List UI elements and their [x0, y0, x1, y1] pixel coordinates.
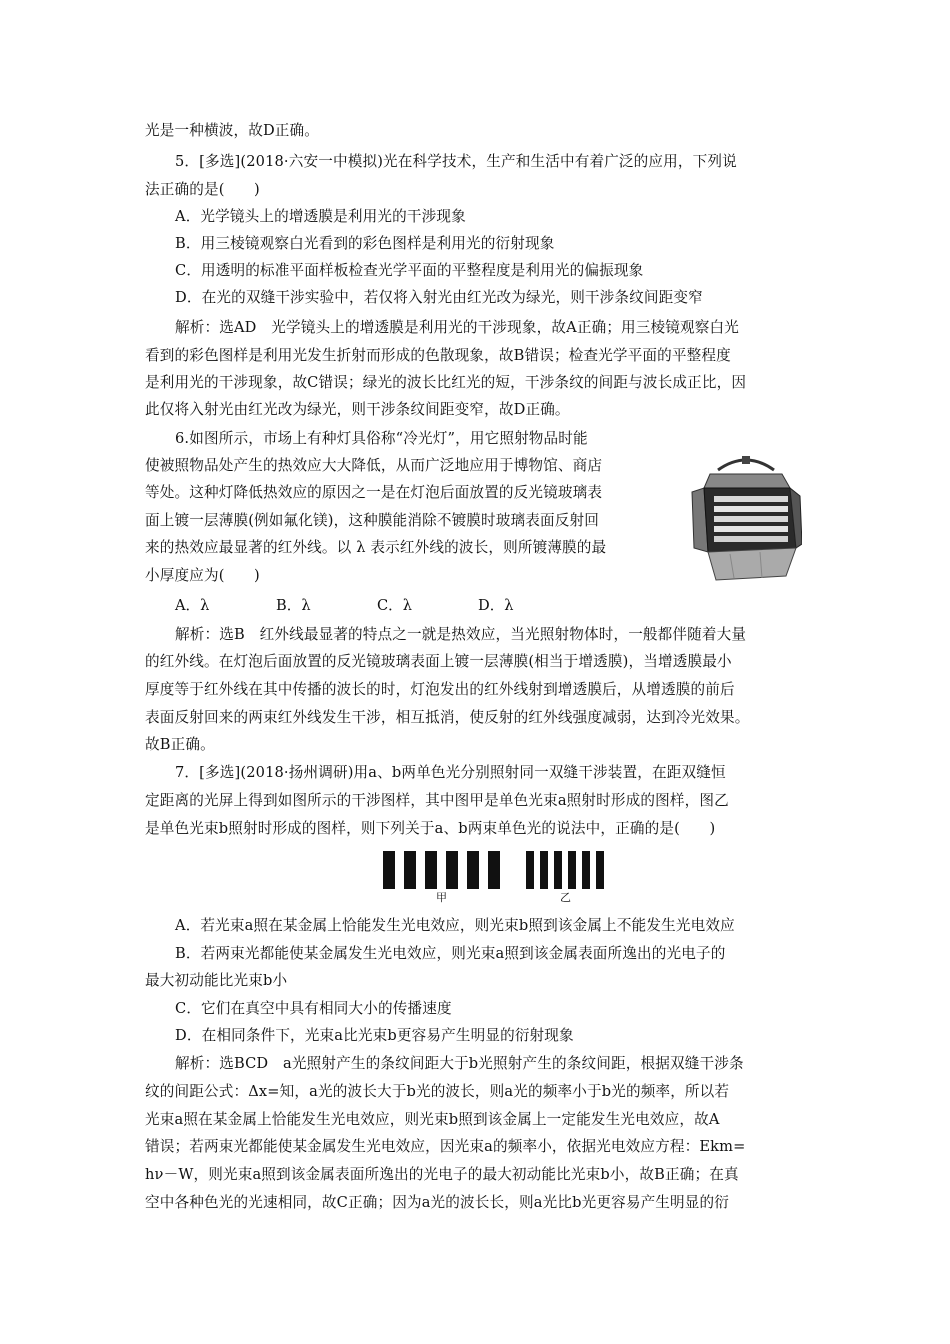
option-c: C．它们在真空中具有相同大小的传播速度	[175, 1000, 452, 1017]
fringe-pattern-svg	[380, 848, 610, 892]
fringe-jia	[467, 851, 479, 889]
text-line: 最大初动能比光束b小	[145, 972, 288, 989]
question-5-stem: 5．[多选](2018·六安一中模拟)光在科学技术，生产和生活中有着广泛的应用，下列说	[175, 153, 737, 170]
interference-pattern-figure	[380, 848, 610, 908]
question-7-stem: 7．[多选](2018·扬州调研)用a、b两单色光分别照射同一双缝干涉装置，在距双缝恒	[175, 764, 726, 781]
text-line: 厚度等于红外线在其中传播的波长的时，灯泡发出的红外线射到增透膜后，从增透膜的前后	[145, 681, 735, 698]
text-line: 是单色光束b照射时形成的图样，则下列关于a、b两束单色光的说法中，正确的是( )	[145, 820, 716, 837]
option-a: A．若光束a照在某金属上恰能发生光电效应，则光束b照到该金属上不能发生光电效应	[175, 917, 735, 934]
text-line: 是利用光的干涉现象，故C错误；绿光的波长比红光的短，干涉条纹的间距与波长成正比，因	[145, 374, 747, 391]
fringe-yi	[526, 851, 534, 889]
text-line: 表面反射回来的两束红外线发生干涉，相互抵消，使反射的红外线强度减弱，达到冷光效果。	[145, 709, 750, 726]
fringe-jia	[488, 851, 500, 889]
text-line: 纹的间距公式：Δx=知，a光的波长大于b光的波长，则a光的频率小于b光的频率，所以若	[145, 1083, 730, 1100]
option-b: B．若两束光都能使某金属发生光电效应，则光束a照到该金属表面所逸出的光电子的	[175, 945, 726, 962]
text-line: 定距离的光屏上得到如图所示的干涉图样，其中图甲是单色光束a照射时形成的图样，图乙	[145, 792, 729, 809]
figure-label-yi: 乙	[560, 891, 571, 904]
fringe-yi	[596, 851, 604, 889]
option-d: D．λ	[478, 597, 514, 614]
text-line: 等处。这种灯降低热效应的原因之一是在灯泡后面放置的反光镜玻璃表	[145, 484, 603, 501]
fringe-yi	[568, 851, 576, 889]
option-b: B．用三棱镜观察白光看到的彩色图样是利用光的衍射现象	[175, 235, 555, 252]
fringe-jia	[446, 851, 458, 889]
text-line: 来的热效应最显著的红外线。以 λ 表示红外线的波长，则所镀薄膜的最	[145, 539, 607, 556]
fringe-jia	[404, 851, 416, 889]
fringe-yi	[582, 851, 590, 889]
option-d: D．在光的双缝干涉实验中，若仅将入射光由红光改为绿光，则干涉条纹间距变窄	[175, 289, 703, 306]
option-b: B．λ	[276, 597, 311, 614]
text-line: 小厚度应为( )	[145, 567, 260, 584]
text-line: 空中各种色光的光速相同，故C正确；因为a光的波长长，则a光比b光更容易产生明显的衍	[145, 1194, 730, 1211]
text-line: 使被照物品处产生的热效应大大降低，从而广泛地应用于博物馆、商店	[145, 457, 603, 474]
fringe-yi	[540, 851, 548, 889]
option-a: A．λ	[175, 597, 210, 614]
text-line: 法正确的是( )	[145, 181, 260, 198]
option-a: A．光学镜头上的增透膜是利用光的干涉现象	[175, 208, 466, 225]
fringe-jia	[383, 851, 395, 889]
option-d: D．在相同条件下，光束a比光束b更容易产生明显的衍射现象	[175, 1027, 574, 1044]
figure-label-jia: 甲	[436, 891, 447, 904]
cold-light-lamp-image	[690, 452, 802, 582]
text-line: 的红外线。在灯泡后面放置的反光镜玻璃表面上镀一层薄膜(相当于增透膜)，当增透膜最小	[145, 653, 732, 670]
option-c: C．用透明的标准平面样板检查光学平面的平整程度是利用光的偏振现象	[175, 262, 644, 279]
text-line: 面上镀一层薄膜(例如氟化镁)，这种膜能消除不镀膜时玻璃表面反射回	[145, 512, 600, 529]
fringe-jia	[425, 851, 437, 889]
text-line: 光是一种横波，故D正确。	[145, 122, 320, 139]
option-c: C．λ	[377, 597, 413, 614]
text-line: 光束a照在某金属上恰能发生光电效应，则光束b照到该金属上一定能发生光电效应，故A	[145, 1111, 720, 1128]
text-line: 错误；若两束光都能使某金属发生光电效应，因光束a的频率小，依据光电效应方程：Ekm=	[145, 1138, 746, 1155]
fringe-yi	[554, 851, 562, 889]
analysis-6: 解析：选B 红外线最显著的特点之一就是热效应，当光照射物体时，一般都伴随着大量	[175, 626, 747, 643]
text-line: 此仅将入射光由红光改为绿光，则干涉条纹间距变窄，故D正确。	[145, 401, 570, 418]
text-line: 看到的彩色图样是利用光发生折射而形成的色散现象，故B错误；检查光学平面的平整程度	[145, 347, 731, 364]
analysis-5: 解析：选AD 光学镜头上的增透膜是利用光的干涉现象，故A正确；用三棱镜观察白光	[175, 319, 740, 336]
text-line: hν－W，则光束a照到该金属表面所逸出的光电子的最大初动能比光束b小，故B正确；在真	[145, 1166, 739, 1183]
analysis-7: 解析：选BCD a光照射产生的条纹间距大于b光照射产生的条纹间距，根据双缝干涉条	[175, 1055, 744, 1072]
text-line: 故B正确。	[145, 736, 215, 753]
question-6-stem: 6.如图所示，市场上有种灯具俗称“冷光灯”，用它照射物品时能	[175, 430, 588, 447]
